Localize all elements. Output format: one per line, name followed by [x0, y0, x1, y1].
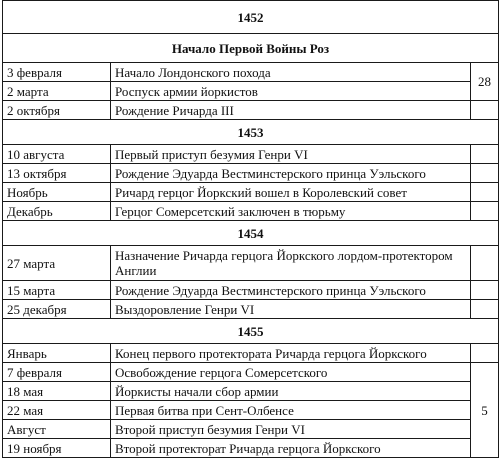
page-reference-empty: [471, 101, 499, 120]
year-label: 1452: [3, 1, 499, 34]
table-row: [3, 145, 499, 164]
table-row: [3, 439, 499, 458]
event-date: 15 марта: [3, 281, 111, 300]
event-date: 7 февраля: [3, 363, 111, 382]
event-date: 2 октября: [3, 101, 111, 120]
table-row: [3, 382, 499, 401]
event-date: 2 марта: [3, 82, 111, 101]
event-date: Январь: [3, 344, 111, 363]
event-date: 25 декабря: [3, 300, 111, 319]
event-text: Освобождение герцога Сомерсетского: [111, 363, 471, 382]
page-reference-empty: [471, 164, 499, 183]
event-date: Декабрь: [3, 202, 111, 221]
table-row: [3, 183, 499, 202]
table-row: [3, 281, 499, 300]
event-text: Первый приступ безумия Генри VI: [111, 145, 471, 164]
event-text: Конец первого протектората Ричарда герцога Йоркского: [111, 344, 471, 363]
event-text: Второй приступ безумия Генри VI: [111, 420, 471, 439]
table-row: [3, 363, 499, 382]
table-row: [3, 401, 499, 420]
table-row: [3, 164, 499, 183]
chronology-table: [2, 0, 499, 458]
year-row-1454: [3, 221, 499, 246]
event-date: 18 мая: [3, 382, 111, 401]
event-date: Август: [3, 420, 111, 439]
page-reference-empty: [471, 202, 499, 221]
event-date: 27 марта: [3, 246, 111, 281]
table-row: [3, 344, 499, 363]
page-reference-empty: [471, 183, 499, 202]
table-row: [3, 420, 499, 439]
table-row: [3, 246, 499, 281]
event-text: Начало Лондонского похода: [111, 63, 471, 82]
event-text: Назначение Ричарда герцога Йоркского лордом-протектором Англии: [111, 246, 471, 281]
page-reference: 28: [471, 63, 499, 101]
event-text: Выздоровление Генри VI: [111, 300, 471, 319]
event-text: Ричард герцог Йоркский вошел в Королевский совет: [111, 183, 471, 202]
page-reference-empty: [471, 300, 499, 319]
event-date: 22 мая: [3, 401, 111, 420]
event-date: 13 октября: [3, 164, 111, 183]
event-date: 10 августа: [3, 145, 111, 164]
event-text: Герцог Сомерсетский заключен в тюрьму: [111, 202, 471, 221]
table-row: [3, 63, 499, 82]
section-heading-row: [3, 34, 499, 63]
table-row: [3, 101, 499, 120]
event-date: 19 ноября: [3, 439, 111, 458]
event-text: Рождение Ричарда III: [111, 101, 471, 120]
table-row: [3, 202, 499, 221]
event-text: Первая битва при Сент-Олбенсе: [111, 401, 471, 420]
event-text: Йоркисты начали сбор армии: [111, 382, 471, 401]
page-reference-empty: [471, 145, 499, 164]
event-text: Роспуск армии йоркистов: [111, 82, 471, 101]
year-row-1453: [3, 120, 499, 145]
year-label: 1454: [3, 221, 499, 246]
table-row: [3, 82, 499, 101]
event-date: Ноябрь: [3, 183, 111, 202]
page-reference-empty: [471, 281, 499, 300]
year-label: 1455: [3, 319, 499, 344]
page-reference-empty: [471, 246, 499, 281]
event-text: Второй протекторат Ричарда герцога Йоркского: [111, 439, 471, 458]
page-reference: 5: [471, 363, 499, 458]
section-heading: Начало Первой Войны Роз: [3, 34, 499, 63]
year-row-1452: [3, 1, 499, 34]
event-text: Рождение Эдуарда Вестминстерского принца Уэльского: [111, 281, 471, 300]
year-label: 1453: [3, 120, 499, 145]
event-text: Рождение Эдуарда Вестминстерского принца Уэльского: [111, 164, 471, 183]
page-reference-empty: [471, 344, 499, 363]
year-row-1455: [3, 319, 499, 344]
chronology-page: [2, 0, 498, 458]
table-row: [3, 300, 499, 319]
event-date: 3 февраля: [3, 63, 111, 82]
